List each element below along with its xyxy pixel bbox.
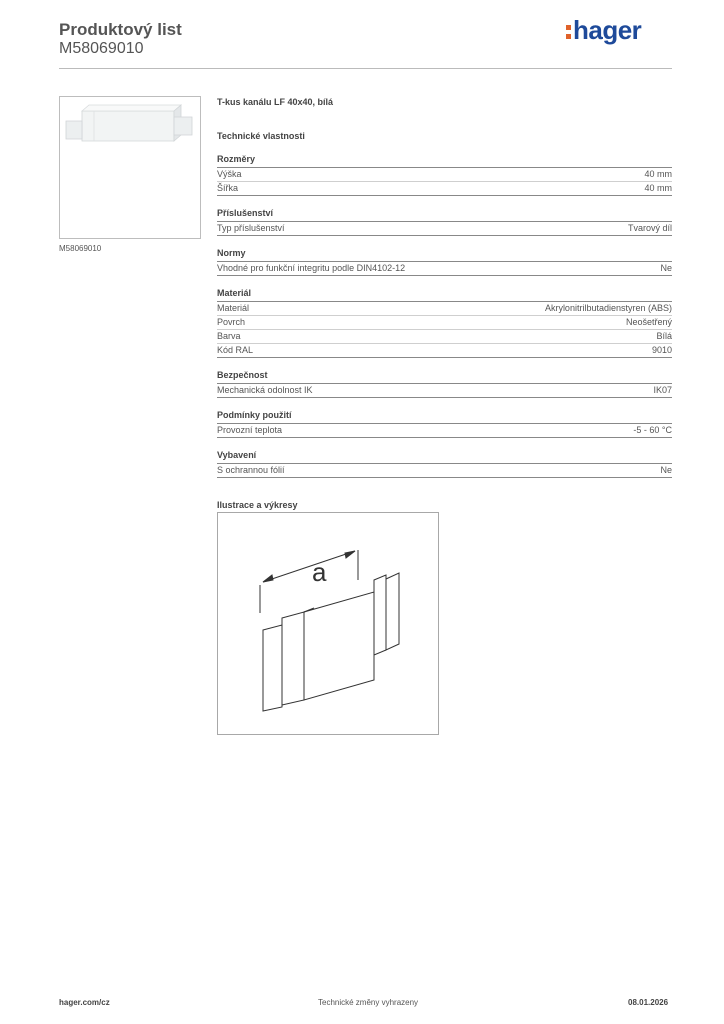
spec-section-title: Podmínky použití: [217, 410, 672, 424]
spec-label: Vhodné pro funkční integritu podle DIN4102-12: [217, 263, 406, 273]
spec-section-title: Příslušenství: [217, 208, 672, 222]
spec-value: 9010: [651, 345, 672, 355]
technical-drawing: [217, 512, 439, 735]
product-image: [59, 96, 201, 239]
dimension-label: a: [312, 557, 327, 587]
spec-row: [217, 168, 672, 182]
illustrations-title: Ilustrace a výkresy: [217, 500, 298, 510]
spec-value: Akrylonitrilbutadienstyren (ABS): [544, 303, 672, 313]
spec-row: [217, 182, 672, 196]
spec-section-title: Normy: [217, 248, 672, 262]
spec-row: [217, 344, 672, 358]
spec-row: [217, 464, 672, 478]
spec-section: [217, 450, 672, 478]
footer-website-link[interactable]: hager.com/cz: [59, 998, 110, 1007]
spec-value: Bílá: [656, 331, 672, 341]
footer-notice: Technické změny vyhrazeny: [318, 998, 419, 1007]
technical-properties-title: Technické vlastnosti: [217, 131, 305, 141]
spec-label: Provozní teplota: [217, 425, 283, 435]
spec-row: [217, 302, 672, 316]
spec-value: 40 mm: [644, 183, 672, 193]
t-piece-product-icon: [60, 97, 200, 238]
spec-row: [217, 424, 672, 438]
spec-section: [217, 410, 672, 438]
hager-logo: [566, 15, 641, 46]
spec-section: [217, 370, 672, 398]
footer-date: 08.01.2026: [628, 998, 669, 1007]
spec-row: [217, 316, 672, 330]
spec-label: Mechanická odolnost IK: [217, 385, 313, 395]
spec-label: Šířka: [217, 183, 239, 193]
product-name: T-kus kanálu LF 40x40, bílá: [217, 97, 334, 107]
spec-section-title: Materiál: [217, 288, 672, 302]
spec-section: [217, 288, 672, 358]
dimension-drawing-icon: [218, 513, 438, 734]
spec-row: [217, 222, 672, 236]
spec-label: Barva: [217, 331, 241, 341]
spec-value: -5 - 60 °C: [633, 425, 672, 435]
header-divider: [59, 68, 672, 69]
technical-sections: [217, 154, 672, 478]
spec-label: S ochrannou fólií: [217, 465, 285, 475]
spec-value: IK07: [653, 385, 672, 395]
spec-label: Kód RAL: [217, 345, 254, 355]
spec-value: Ne: [660, 263, 672, 273]
spec-section: [217, 154, 672, 196]
product-details: [217, 96, 672, 511]
spec-row: [217, 262, 672, 276]
product-number: M58069010: [59, 40, 144, 57]
spec-value: Ne: [660, 465, 672, 475]
spec-section-title: Rozměry: [217, 154, 672, 168]
spec-label: Typ příslušenství: [217, 223, 285, 233]
spec-value: 40 mm: [644, 169, 672, 179]
spec-row: [217, 330, 672, 344]
spec-section-title: Bezpečnost: [217, 370, 672, 384]
spec-label: Výška: [217, 169, 242, 179]
spec-value: Tvarový díl: [627, 223, 672, 233]
logo-text: hager: [573, 15, 642, 45]
spec-section-title: Vybavení: [217, 450, 672, 464]
spec-section: [217, 208, 672, 236]
product-image-caption: M58069010: [59, 244, 102, 253]
page-title: Produktový list: [59, 20, 182, 39]
spec-row: [217, 384, 672, 398]
spec-label: Povrch: [217, 317, 246, 327]
spec-label: Materiál: [217, 303, 250, 313]
spec-value: Neošetřený: [625, 317, 672, 327]
logo-dots-icon: [566, 24, 572, 40]
spec-section: [217, 248, 672, 276]
